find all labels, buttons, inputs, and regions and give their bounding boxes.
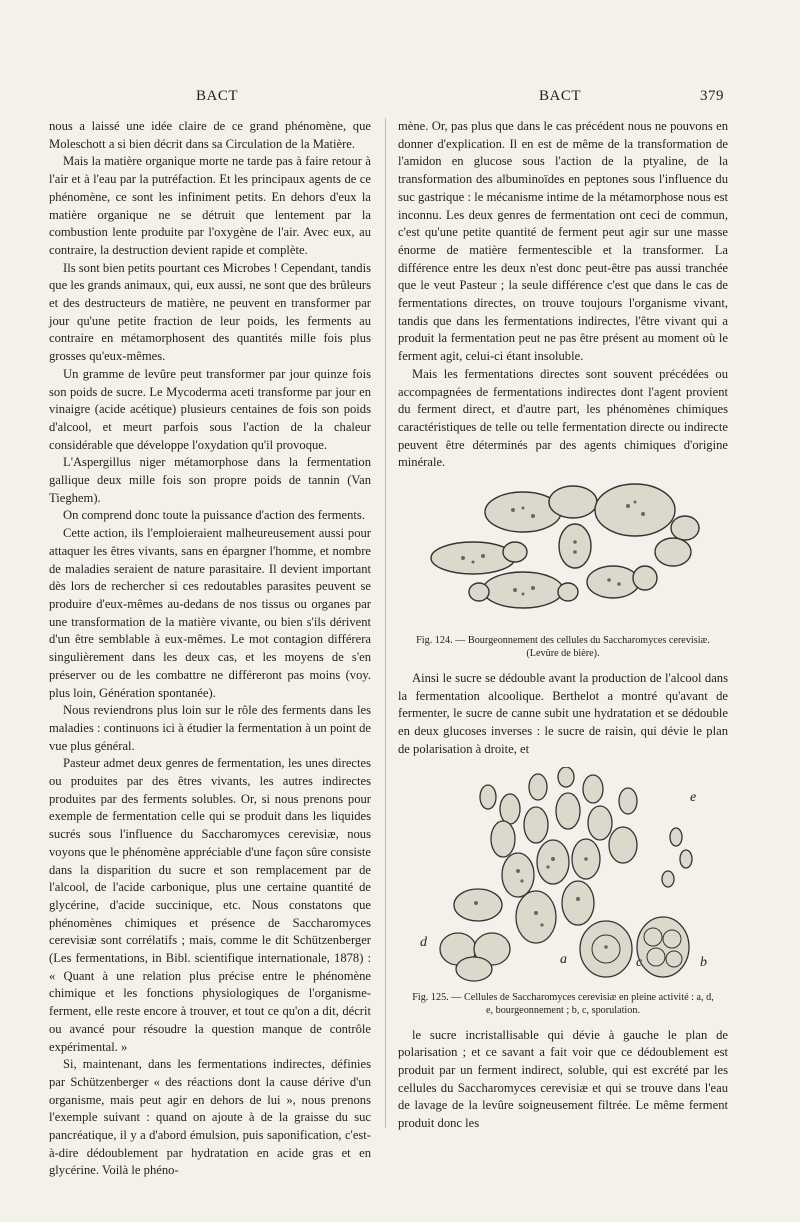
paragraph: On comprend donc toute la puissance d'action des ferments. bbox=[63, 508, 365, 523]
paragraph: le sucre incristallisable qui dévie à gauche le plan de polarisation ; et ce savant a fait voir que ce dédoublement est produit par un ferment indirect, soluble, qui est excrété par les cellules du Saccharomyces cerevisiæ et qui se trouve dans l'eau de lavage de la levûre soigneusement filtrée. Le même ferment produit donc les bbox=[398, 1027, 728, 1131]
figure-label-e: e bbox=[690, 790, 697, 805]
paragraph: Mais la matière organique morte ne tarde pas à faire retour à l'air et à l'eau par la putréfaction. Et les principaux agents de ce phénomène, ce sont les infiniment petits. En dehors d'eux la matière organique ne se détruit que lentement par la combustion lente produite par l'oxygène de l'air. Avec eux, au contraire, la destruction devient rapide et complète. bbox=[49, 154, 371, 257]
figure-label-a: a bbox=[560, 952, 567, 967]
paragraph: nous a laissé une idée claire de ce grand phénomène, que Moleschott a si bien décrit dans sa Circulation de la Matière. bbox=[49, 119, 371, 151]
paragraph: Pasteur admet deux genres de fermentation, les unes directes ou produites par des êtres vivants, les autres indirectes produites par des ferments solubles. Or, si nous prenons pour exemple de fermentation celle qui se produit dans les liquides sucrés sous l'influence du Saccharomyces cerevisiæ, nous voyons que le phénomène appréciable d'une façon sûre consiste dans la disparition du sucre et son remplacement par de l'alcool, de l'acide carbonique, plus une certaine quantité de glycérine, d'acide succinique, etc. Nous constatons que phénomènes chimiques et présence de Saccharomyces cerevisiæ sont corrélatifs ; mais, comme le dit Schützenberger (Les fermentations, in Bibl. scientifique internationale, 1878) : « Quant à une relation plus précise entre le phénomène chimique et les fonctions physiologiques de l'organisme-ferment, elle reste encore à trouver, et tout ce qu'on a dit, décrit ou avancé pour résoudre la question manque de contrôle expérimental. » bbox=[49, 756, 371, 1054]
right-column bbox=[398, 118, 728, 1133]
paragraph: Mais les fermentations directes sont souvent précédées ou accompagnées de fermentations indirectes dont l'agent provient du ferment direct, et d'autre part, les phénomènes chimiques caractéristiques de telle ou telle fermentation directe ou indirecte peuvent être déterminés par des agents chimiques d'origine minérale. bbox=[398, 366, 728, 470]
left-column bbox=[49, 118, 371, 1180]
page-number: 379 bbox=[700, 88, 724, 104]
left-running-head: BACT bbox=[196, 88, 239, 104]
figure-label-c: c bbox=[636, 955, 643, 970]
paragraph: mène. Or, pas plus que dans le cas précédent nous ne pouvons en donner d'explication. Il en est de même de la transformation de l'amidon en glucose sous l'action de la ptyaline, de la transformation des albuminoïdes en peptones sous l'influence du suc gastrique : le mécanisme intime de la métamorphose nous est inconnu. Les deux genres de fermentation ont ceci de commun, c'est qu'une petite quantité de ferment peut agir sur une masse énorme de matière fermentescible et la transformer. La différence entre les deux n'est donc peut-être pas aussi tranchée que le veut Pasteur ; la seule différence c'est que dans le cas de fermentations directes, on trouve toujours l'organisme vivant, tandis que dans les fermentations indirectes, l'être vivant qui a produit la fermentation peut ne pas être présent au moment où le ferment agit, celui-ci étant insoluble. bbox=[398, 119, 728, 364]
paragraph: Cette action, ils l'emploieraient malheureusement aussi pour attaquer les êtres vivants, sans en épargner l'homme, et nombre de maladies seraient de nature parasitaire. Il devient important dès lors de rechercher si ces redoutables parasites peuvent se produire d'eux-mêmes au-dedans de nos tissus ou organes par une transformation de la matière vivante, ou bien s'ils dérivent d'un être semblable à eux-mêmes. Le mot contagion différera singulièrement dans les deux cas, et les moyens de s'en préserver ou de les combattre ne différeront pas moins (voy. plus loin, Génération spontanée). bbox=[49, 526, 371, 700]
paragraph: Un gramme de levûre peut transformer par jour quinze fois son poids de sucre. Le Mycoderma aceti transforme par jour en vinaigre (acide acétique) plusieurs centaines de fois son poids d'alcool, et meurt parfois sous l'action de la chaleur considérable que développe l'oxydation qu'il provoque. bbox=[49, 366, 371, 452]
column-divider bbox=[385, 118, 386, 1128]
paragraph: Ils sont bien petits pourtant ces Microbes ! Cependant, tandis que les grands animaux, qui, eux aussi, ne sont que des brûleurs et des destructeurs de matière, ne peuvent en transformer par jour qu'une petite fraction de leur poids, les ferments au contraire en métamorphosent des quantités mille fois plus grosses qu'eux-mêmes. bbox=[49, 260, 371, 364]
paragraph: Nous reviendrons plus loin sur le rôle des ferments dans les maladies : continuons ici à étudier la fermentation à un point de vue plus général. bbox=[49, 703, 371, 753]
figure-125-caption: Fig. 125. — Cellules de Saccharomyces cerevisiæ en pleine activité : a, d, e, bourgeonnement ; b, c, sporulation. bbox=[412, 991, 714, 1016]
figure-label-d: d bbox=[420, 935, 427, 950]
yeast-cells-illustration bbox=[423, 480, 703, 630]
figure-124-caption: Fig. 124. — Bourgeonnement des cellules du Saccharomyces cerevisiæ. (Levûre de bière). bbox=[416, 635, 710, 660]
figure-label-b: b bbox=[700, 955, 707, 970]
paragraph: Si, maintenant, dans les fermentations indirectes, définies par Schützenberger « des réactions dont la cause dérive d'un organisme, mais peut agir en dehors de lui », nous prenons l'exemple suivant : quand on ajoute à de la graisse du suc pancréatique, il y a d'abord émulsion, puis saponification, c'est-à-dire dédoublement par hydratation en acide gras et en glycérine. Voilà le phéno- bbox=[49, 1057, 371, 1178]
right-running-head: BACT bbox=[539, 88, 582, 104]
paragraph: L'Aspergillus niger métamorphose dans la fermentation gallique deux mille fois son propre poids de tannin (Van Tieghem). bbox=[49, 455, 371, 505]
paragraph: Ainsi le sucre se dédouble avant la production de l'alcool dans la fermentation alcoolique. Berthelot a montré qu'avant de fermenter, le sucre de canne subit une hydratation et se dédouble en deux glucoses inverses : le sucre de raisin, qui dévie le plan de polarisation à droite, et bbox=[398, 671, 728, 756]
